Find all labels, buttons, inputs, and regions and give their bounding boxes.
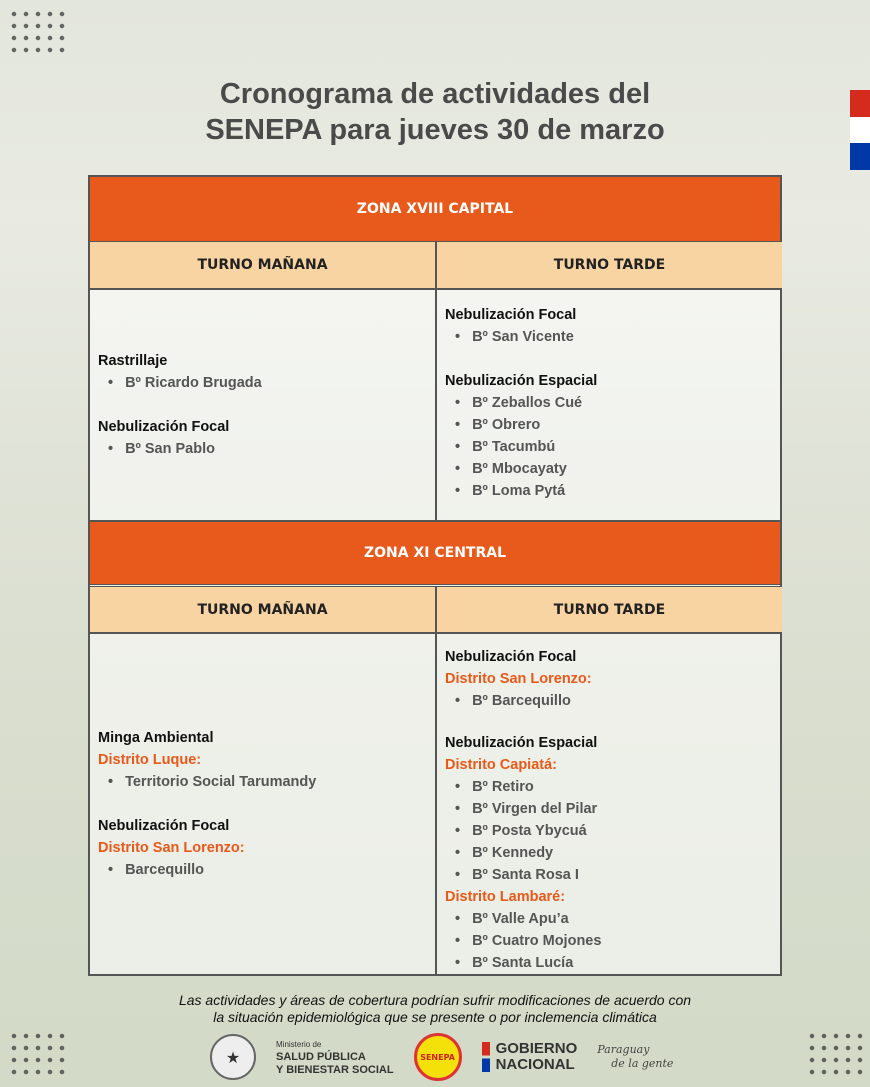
- shift-header-morning: TURNO MAÑANA: [90, 586, 435, 634]
- zone-1-morning-cell: [90, 290, 435, 520]
- district-label: Distrito Capiatá:: [445, 757, 557, 773]
- title-line: SENEPA para jueves 30 de marzo: [205, 114, 665, 146]
- list-item: • Bº Zeballos Cué: [445, 392, 782, 414]
- district-label: Distrito Luque:: [98, 752, 202, 768]
- decorative-dots: [8, 1030, 68, 1080]
- activity-title: Nebulización Focal: [445, 307, 577, 323]
- list-item: • Bº Santa Rosa I: [445, 864, 782, 886]
- list-item: • Bº San Pablo: [98, 438, 435, 460]
- district-label: Distrito San Lorenzo:: [445, 671, 592, 687]
- disclaimer-note: [0, 992, 870, 1026]
- list-item: • Bº Valle Apu’a: [445, 908, 782, 930]
- schedule-table: [88, 175, 782, 976]
- pg-line: Paraguay: [597, 1043, 650, 1056]
- list-item: • Bº Retiro: [445, 776, 782, 798]
- zone-1-afternoon-cell: [437, 290, 782, 520]
- note-line: Las actividades y áreas de cobertura podrían sufrir modificaciones de acuerdo con: [178, 992, 692, 1008]
- footer-logos: [210, 1033, 673, 1081]
- ministry-small: Ministerio de: [276, 1039, 322, 1049]
- page-title: [0, 76, 870, 148]
- senepa-logo: SENEPA: [414, 1033, 462, 1081]
- activity-title: Nebulización Focal: [98, 419, 230, 435]
- list-item: • Bº Obrero: [445, 414, 782, 436]
- zone-2-morning-cell: [90, 634, 435, 974]
- shift-header-morning: TURNO MAÑANA: [90, 242, 435, 290]
- ministry-logo: [276, 1038, 394, 1077]
- divider: [435, 242, 437, 520]
- ministry-line: SALUD PÚBLICA: [276, 1050, 366, 1063]
- district-label: Distrito Lambaré:: [445, 889, 566, 905]
- spacer: [98, 793, 435, 815]
- paraguay-flag: [850, 90, 870, 170]
- zone-2-afternoon-cell: [437, 634, 782, 974]
- list-item: • Territorio Social Tarumandy: [98, 771, 435, 793]
- decorative-dots: [8, 8, 68, 58]
- activity-title: Nebulización Espacial: [445, 735, 598, 751]
- shift-header-afternoon: TURNO TARDE: [437, 242, 782, 290]
- activity-title: Nebulización Espacial: [445, 373, 598, 389]
- gobierno-nacional-logo: [482, 1041, 578, 1073]
- list-item: • Bº Virgen del Pilar: [445, 798, 782, 820]
- activity-title: Nebulización Focal: [445, 649, 577, 665]
- list-item: • Bº San Vicente: [445, 326, 782, 348]
- zone-header: ZONA XVIII CAPITAL: [90, 177, 780, 242]
- divider: [435, 586, 437, 976]
- activity-title: Rastrillaje: [98, 353, 168, 369]
- shift-header-afternoon: TURNO TARDE: [437, 586, 782, 634]
- title-line: Cronograma de actividades del: [219, 78, 651, 110]
- spacer: [445, 712, 782, 732]
- ministry-line: Y BIENESTAR SOCIAL: [276, 1063, 394, 1076]
- gob-line: GOBIERNO: [495, 1040, 578, 1057]
- list-item: • Bº Tacumbú: [445, 436, 782, 458]
- list-item: • Bº Barcequillo: [445, 690, 782, 712]
- list-item: • Bº Kennedy: [445, 842, 782, 864]
- decorative-dots: [806, 1030, 866, 1080]
- list-item: • Bº Posta Ybycuá: [445, 820, 782, 842]
- spacer: [445, 348, 782, 370]
- zone-header: ZONA XI CENTRAL: [90, 520, 780, 585]
- note-line: la situación epidemiológica que se presente o por inclemencia climática: [213, 1009, 657, 1025]
- paraguay-de-la-gente-logo: [597, 1043, 673, 1071]
- list-item: • Bº Ricardo Brugada: [98, 372, 435, 394]
- list-item: • Barcequillo: [98, 859, 435, 881]
- list-item: • Bº Mbocayaty: [445, 458, 782, 480]
- gob-line: NACIONAL: [495, 1056, 575, 1073]
- district-label: Distrito San Lorenzo:: [98, 840, 245, 856]
- national-seal-logo: ★: [210, 1034, 256, 1080]
- activity-title: Nebulización Focal: [98, 818, 230, 834]
- spacer: [98, 394, 435, 416]
- activity-title: Minga Ambiental: [98, 730, 214, 746]
- list-item: • Bº Cuatro Mojones: [445, 930, 782, 952]
- list-item: • Bº Santa Lucía: [445, 952, 782, 974]
- pg-line: de la gente: [611, 1057, 674, 1070]
- list-item: • Bº Loma Pytá: [445, 480, 782, 502]
